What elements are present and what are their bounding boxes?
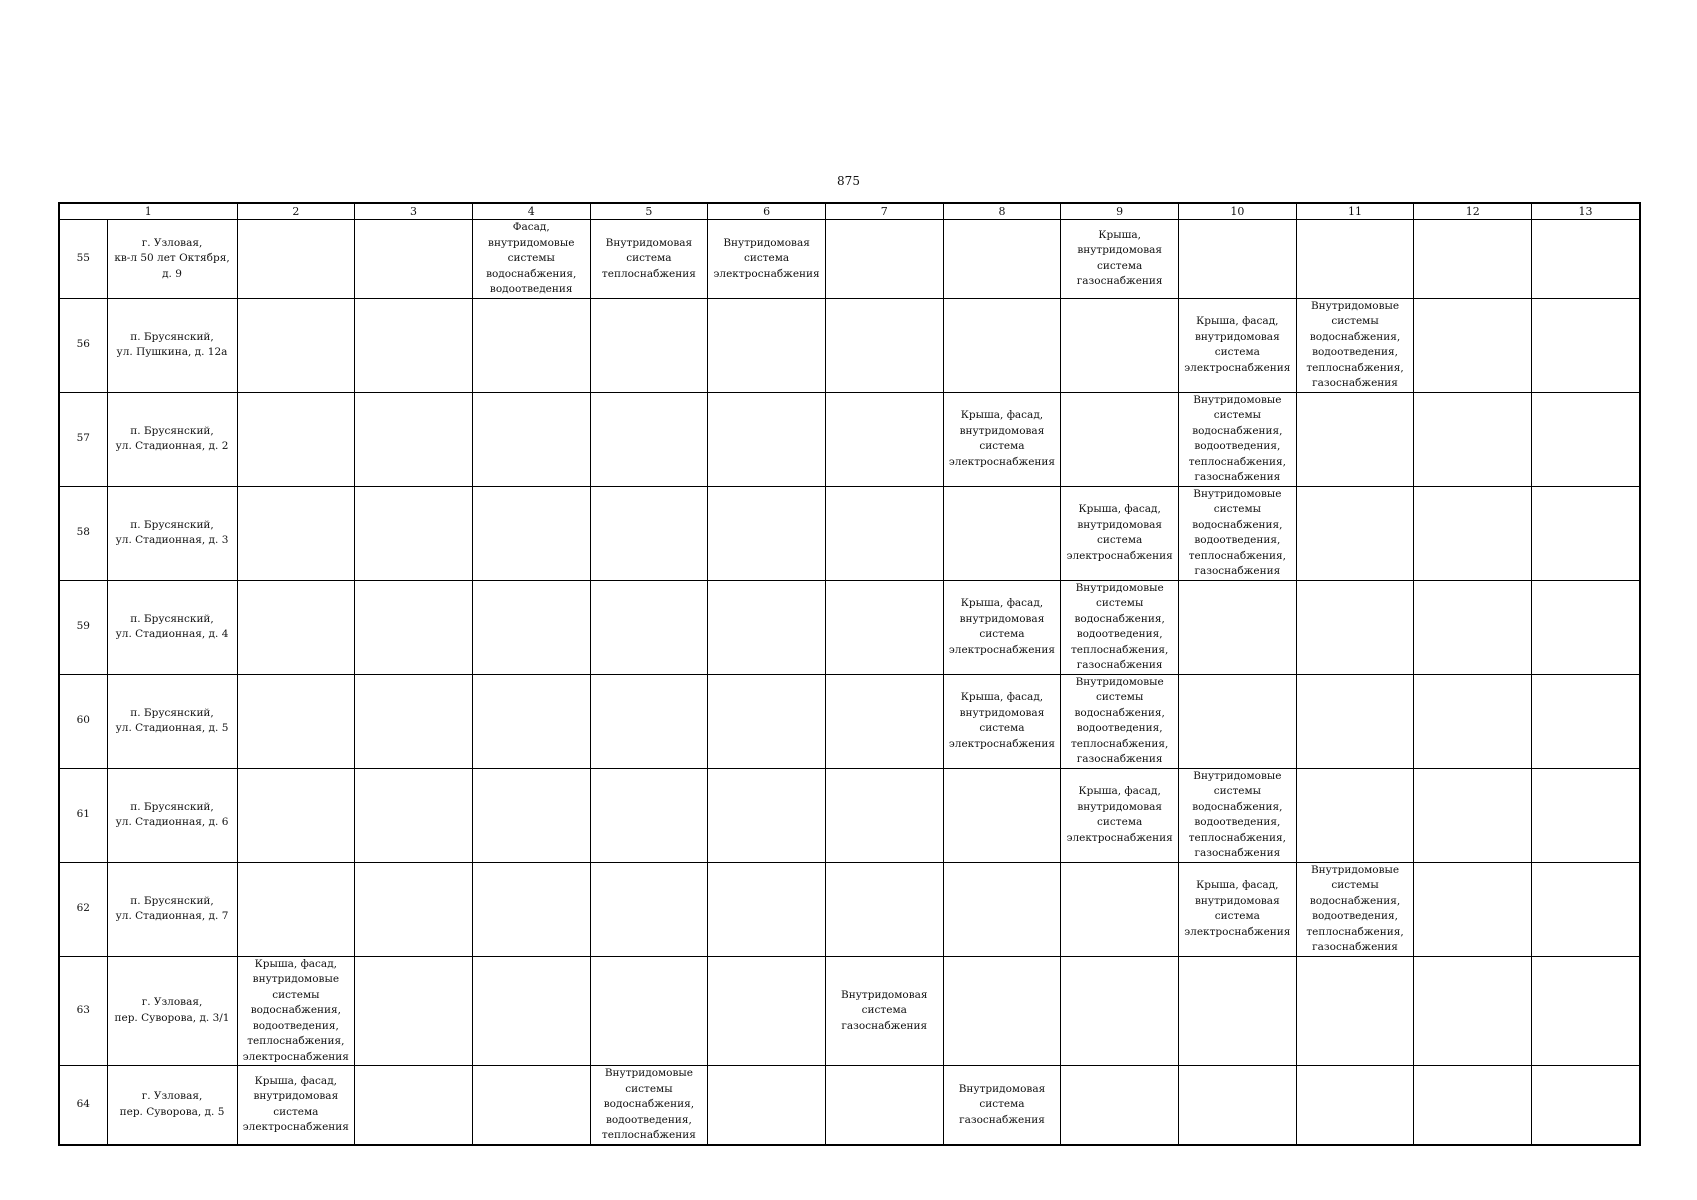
table-row bbox=[59, 862, 1640, 956]
work-text-line: водоснабжения, bbox=[486, 267, 577, 280]
page-number: 875 bbox=[837, 174, 860, 188]
row-number: 63 bbox=[59, 956, 107, 1066]
column-number-3: 3 bbox=[355, 203, 473, 220]
work-text-line: водоснабжения, bbox=[1192, 518, 1283, 531]
table-row bbox=[59, 1066, 1640, 1145]
work-cell-col-6 bbox=[708, 1066, 826, 1145]
work-cell-col-3 bbox=[355, 220, 473, 299]
column-number-5: 5 bbox=[590, 203, 708, 220]
column-number-2: 2 bbox=[237, 203, 355, 220]
work-text-line: электроснабжения bbox=[1184, 925, 1291, 938]
address-cell bbox=[107, 220, 237, 299]
address-line: ул. Пушкина, д. 12а bbox=[116, 346, 228, 358]
column-number-9: 9 bbox=[1061, 203, 1179, 220]
work-cell-col-12 bbox=[1414, 1066, 1532, 1145]
work-text-line: система bbox=[273, 1105, 319, 1118]
work-cell-col-5 bbox=[590, 1066, 708, 1145]
address-cell bbox=[107, 1066, 237, 1145]
work-text-line: системы bbox=[1331, 315, 1379, 327]
address-cell bbox=[107, 392, 237, 486]
work-cell-col-5 bbox=[590, 862, 708, 956]
work-text-line: водоснабжения, bbox=[603, 1098, 695, 1110]
work-text-line: Внутридомовая bbox=[958, 1082, 1046, 1095]
work-text-line: Внутридомовая bbox=[605, 236, 693, 249]
work-text-line: электроснабжения bbox=[948, 643, 1056, 656]
work-text-line: газоснабжения bbox=[959, 1113, 1045, 1126]
work-cell-col-9 bbox=[1061, 298, 1179, 392]
works-table bbox=[58, 202, 1641, 1146]
work-text-line: теплоснабжения, bbox=[1188, 549, 1286, 562]
work-text-line: теплоснабжения bbox=[601, 267, 696, 280]
work-text-line: система bbox=[743, 252, 790, 264]
work-text-line: Внутридомовые bbox=[1310, 299, 1400, 312]
work-cell-col-3 bbox=[355, 298, 473, 392]
work-text-line: системы bbox=[272, 988, 320, 1001]
work-cell-col-10 bbox=[1179, 580, 1297, 674]
work-text-line: газоснабжения bbox=[841, 1019, 928, 1032]
work-text-line: электроснабжения bbox=[713, 267, 820, 280]
row-number: 61 bbox=[59, 768, 107, 862]
work-text-line: теплоснабжения, bbox=[1071, 643, 1169, 656]
work-text-line: электроснабжения bbox=[948, 455, 1056, 468]
work-cell-col-2 bbox=[237, 392, 355, 486]
work-text-line: внутридомовые bbox=[488, 236, 575, 249]
work-text-line: внутридомовые bbox=[252, 973, 340, 985]
work-text-line: система bbox=[979, 628, 1025, 640]
address-line: ул. Стадионная, д. 2 bbox=[115, 440, 229, 452]
work-cell-col-7 bbox=[825, 580, 943, 674]
address-line: п. Брусянский, bbox=[130, 800, 214, 813]
address-line: п. Брусянский, bbox=[130, 424, 214, 437]
work-cell-col-11 bbox=[1296, 220, 1414, 299]
work-text-line: водоотведения, bbox=[1076, 628, 1163, 640]
work-cell-col-12 bbox=[1414, 220, 1532, 299]
work-cell-col-2 bbox=[237, 298, 355, 392]
address-cell bbox=[107, 768, 237, 862]
work-text-line: водоотведения, bbox=[1194, 440, 1281, 452]
work-text-line: система bbox=[1214, 346, 1260, 358]
work-text-line: газоснабжения bbox=[1076, 275, 1163, 288]
work-text-line: Внутридомовые bbox=[1193, 769, 1282, 782]
work-text-line: внутридомовая bbox=[959, 424, 1045, 437]
work-text-line: водоснабжения, bbox=[1192, 424, 1283, 437]
work-cell-col-9 bbox=[1061, 768, 1179, 862]
work-cell-col-8 bbox=[943, 768, 1061, 862]
work-cell-col-13 bbox=[1532, 220, 1640, 299]
work-text-line: Крыша, фасад, bbox=[254, 957, 337, 970]
work-cell-col-12 bbox=[1414, 674, 1532, 768]
work-cell-col-6 bbox=[708, 674, 826, 768]
work-cell-col-4 bbox=[472, 1066, 590, 1145]
work-text-line: теплоснабжения, bbox=[1188, 831, 1286, 844]
work-cell-col-12 bbox=[1414, 862, 1532, 956]
work-cell-col-13 bbox=[1532, 674, 1640, 768]
address-line: п. Брусянский, bbox=[130, 894, 214, 907]
work-cell-col-6 bbox=[708, 298, 826, 392]
work-cell-col-10 bbox=[1179, 298, 1297, 392]
work-text-line: Фасад, bbox=[512, 221, 550, 233]
address-cell bbox=[107, 674, 237, 768]
work-text-line: внутридомовая bbox=[959, 612, 1045, 625]
work-cell-col-13 bbox=[1532, 956, 1640, 1066]
work-text-line: электроснабжения bbox=[242, 1121, 349, 1134]
work-cell-col-11 bbox=[1296, 768, 1414, 862]
work-text-line: система bbox=[1214, 910, 1260, 922]
work-text-line: Внутридомовые bbox=[604, 1067, 693, 1079]
work-cell-col-4 bbox=[472, 768, 590, 862]
work-cell-col-3 bbox=[355, 956, 473, 1066]
work-cell-col-5 bbox=[590, 220, 708, 299]
address-line: п. Брусянский, bbox=[130, 612, 214, 625]
work-cell-col-2 bbox=[237, 1066, 355, 1145]
work-text-line: водоотведения bbox=[489, 283, 573, 295]
work-cell-col-10 bbox=[1179, 392, 1297, 486]
work-text-line: водоотведения, bbox=[1194, 534, 1281, 546]
work-cell-col-6 bbox=[708, 486, 826, 580]
work-text-line: водоснабжения, bbox=[250, 1004, 341, 1016]
work-text-line: внутридомовая bbox=[253, 1090, 339, 1103]
address-line: д. 9 bbox=[162, 267, 182, 280]
work-cell-col-2 bbox=[237, 956, 355, 1066]
column-number-10: 10 bbox=[1179, 203, 1297, 220]
work-cell-col-9 bbox=[1061, 956, 1179, 1066]
column-number-7: 7 bbox=[825, 203, 943, 220]
work-text-line: внутридомовая bbox=[1077, 518, 1162, 531]
work-text-line: водоотведения, bbox=[605, 1113, 692, 1126]
work-text-line: Крыша, фасад, bbox=[254, 1074, 337, 1087]
work-cell-col-12 bbox=[1414, 486, 1532, 580]
work-text-line: электроснабжения bbox=[1066, 549, 1173, 562]
work-cell-col-11 bbox=[1296, 298, 1414, 392]
work-text-line: водоотведения, bbox=[1312, 910, 1398, 922]
table-row bbox=[59, 956, 1640, 1066]
work-cell-col-5 bbox=[590, 392, 708, 486]
work-cell-col-11 bbox=[1296, 1066, 1414, 1145]
work-cell-col-12 bbox=[1414, 392, 1532, 486]
work-cell-col-9 bbox=[1061, 674, 1179, 768]
work-cell-col-13 bbox=[1532, 1066, 1640, 1145]
work-cell-col-5 bbox=[590, 298, 708, 392]
work-cell-col-3 bbox=[355, 1066, 473, 1145]
work-cell-col-2 bbox=[237, 220, 355, 299]
work-cell-col-8 bbox=[943, 580, 1061, 674]
address-line: пер. Суворова, д. 5 bbox=[119, 1105, 225, 1118]
work-cell-col-11 bbox=[1296, 862, 1414, 956]
work-cell-col-7 bbox=[825, 1066, 943, 1145]
address-line: г. Узловая, bbox=[141, 236, 203, 249]
work-cell-col-9 bbox=[1061, 1066, 1179, 1145]
work-cell-col-10 bbox=[1179, 486, 1297, 580]
work-cell-col-4 bbox=[472, 580, 590, 674]
work-cell-col-8 bbox=[943, 392, 1061, 486]
work-text-line: теплоснабжения, bbox=[1306, 925, 1404, 938]
work-text-line: водоснабжения, bbox=[1074, 706, 1165, 719]
work-text-line: газоснабжения bbox=[1194, 565, 1281, 577]
work-cell-col-2 bbox=[237, 862, 355, 956]
row-number: 64 bbox=[59, 1066, 107, 1145]
work-text-line: системы bbox=[507, 252, 555, 264]
address-line: г. Узловая, bbox=[141, 996, 203, 1009]
column-number-13: 13 bbox=[1532, 203, 1640, 220]
work-cell-col-9 bbox=[1061, 862, 1179, 956]
work-text-line: системы bbox=[1331, 879, 1379, 891]
work-cell-col-2 bbox=[237, 486, 355, 580]
work-cell-col-3 bbox=[355, 486, 473, 580]
column-number-12: 12 bbox=[1414, 203, 1532, 220]
work-cell-col-7 bbox=[825, 768, 943, 862]
work-cell-col-13 bbox=[1532, 486, 1640, 580]
row-number: 55 bbox=[59, 220, 107, 299]
work-text-line: система bbox=[1097, 534, 1143, 546]
work-text-line: внутридомовая bbox=[959, 706, 1045, 719]
work-text-line: газоснабжения bbox=[1076, 659, 1163, 671]
table-row bbox=[59, 674, 1640, 768]
work-text-line: Внутридомовые bbox=[1075, 675, 1164, 688]
work-text-line: системы bbox=[1213, 409, 1261, 421]
work-cell-col-13 bbox=[1532, 580, 1640, 674]
work-cell-col-11 bbox=[1296, 956, 1414, 1066]
work-cell-col-10 bbox=[1179, 1066, 1297, 1145]
work-cell-col-8 bbox=[943, 220, 1061, 299]
address-line: пер. Суворова, д. 3/1 bbox=[114, 1011, 230, 1024]
work-cell-col-7 bbox=[825, 956, 943, 1066]
work-cell-col-5 bbox=[590, 768, 708, 862]
work-cell-col-11 bbox=[1296, 486, 1414, 580]
address-line: п. Брусянский, bbox=[130, 330, 214, 343]
work-text-line: система bbox=[979, 440, 1025, 452]
table-row bbox=[59, 220, 1640, 299]
work-cell-col-2 bbox=[237, 580, 355, 674]
work-cell-col-5 bbox=[590, 956, 708, 1066]
work-text-line: водоотведения, bbox=[1076, 722, 1163, 734]
work-cell-col-7 bbox=[825, 298, 943, 392]
work-cell-col-8 bbox=[943, 298, 1061, 392]
work-text-line: системы bbox=[1096, 597, 1144, 609]
address-cell bbox=[107, 956, 237, 1066]
work-cell-col-10 bbox=[1179, 220, 1297, 299]
work-text-line: водоснабжения, bbox=[1074, 612, 1165, 625]
work-cell-col-6 bbox=[708, 580, 826, 674]
row-number: 62 bbox=[59, 862, 107, 956]
work-cell-col-13 bbox=[1532, 298, 1640, 392]
work-cell-col-8 bbox=[943, 862, 1061, 956]
work-text-line: электроснабжения bbox=[242, 1050, 349, 1063]
work-text-line: газоснабжения bbox=[1312, 941, 1398, 953]
work-cell-col-7 bbox=[825, 220, 943, 299]
work-text-line: теплоснабжения, bbox=[247, 1035, 345, 1047]
work-text-line: системы bbox=[1213, 785, 1261, 797]
work-cell-col-7 bbox=[825, 486, 943, 580]
work-text-line: водоснабжения, bbox=[1309, 894, 1401, 907]
table-row bbox=[59, 486, 1640, 580]
column-number-4: 4 bbox=[472, 203, 590, 220]
work-text-line: водоснабжения, bbox=[1192, 800, 1283, 813]
work-cell-col-3 bbox=[355, 674, 473, 768]
address-line: п. Брусянский, bbox=[130, 518, 214, 531]
address-line: кв-л 50 лет Октября, bbox=[114, 252, 230, 264]
work-text-line: газоснабжения bbox=[1194, 847, 1281, 859]
work-text-line: газоснабжения bbox=[1194, 471, 1281, 483]
address-line: г. Узловая, bbox=[141, 1090, 203, 1103]
work-cell-col-4 bbox=[472, 674, 590, 768]
work-text-line: внутридомовая bbox=[1077, 244, 1162, 257]
work-cell-col-8 bbox=[943, 486, 1061, 580]
work-cell-col-5 bbox=[590, 580, 708, 674]
work-cell-col-11 bbox=[1296, 580, 1414, 674]
column-number-6: 6 bbox=[708, 203, 826, 220]
column-number-1: 1 bbox=[59, 203, 237, 220]
work-cell-col-11 bbox=[1296, 392, 1414, 486]
work-cell-col-8 bbox=[943, 956, 1061, 1066]
work-text-line: Крыша, фасад, bbox=[960, 409, 1044, 421]
work-cell-col-10 bbox=[1179, 674, 1297, 768]
work-cell-col-5 bbox=[590, 674, 708, 768]
work-text-line: система bbox=[979, 1098, 1025, 1110]
work-cell-col-12 bbox=[1414, 298, 1532, 392]
work-text-line: системы bbox=[625, 1082, 673, 1095]
work-text-line: водоотведения, bbox=[1312, 346, 1398, 358]
work-cell-col-9 bbox=[1061, 392, 1179, 486]
work-cell-col-4 bbox=[472, 956, 590, 1066]
work-cell-col-7 bbox=[825, 392, 943, 486]
work-text-line: система bbox=[861, 1004, 907, 1016]
work-text-line: система bbox=[1097, 816, 1143, 828]
work-cell-col-11 bbox=[1296, 674, 1414, 768]
work-text-line: системы bbox=[1213, 503, 1261, 515]
work-text-line: Крыша, фасад, bbox=[1196, 879, 1279, 891]
work-cell-col-4 bbox=[472, 862, 590, 956]
address-cell bbox=[107, 862, 237, 956]
work-text-line: система bbox=[1097, 259, 1143, 272]
row-number: 59 bbox=[59, 580, 107, 674]
work-cell-col-2 bbox=[237, 674, 355, 768]
work-cell-col-3 bbox=[355, 768, 473, 862]
column-number-11: 11 bbox=[1296, 203, 1414, 220]
work-text-line: Внутридомовые bbox=[1310, 863, 1400, 876]
work-cell-col-9 bbox=[1061, 486, 1179, 580]
work-text-line: теплоснабжения, bbox=[1188, 455, 1286, 468]
work-text-line: система bbox=[626, 252, 672, 264]
work-cell-col-12 bbox=[1414, 768, 1532, 862]
work-text-line: внутридомовая bbox=[1077, 800, 1162, 813]
work-cell-col-9 bbox=[1061, 580, 1179, 674]
work-cell-col-12 bbox=[1414, 956, 1532, 1066]
work-cell-col-3 bbox=[355, 862, 473, 956]
work-cell-col-6 bbox=[708, 956, 826, 1066]
work-text-line: системы bbox=[1096, 691, 1144, 703]
work-text-line: электроснабжения bbox=[1184, 361, 1291, 374]
work-text-line: Крыша, фасад, bbox=[1078, 503, 1161, 515]
address-line: ул. Стадионная, д. 4 bbox=[115, 628, 229, 640]
work-text-line: газоснабжения bbox=[1076, 753, 1163, 765]
address-cell bbox=[107, 298, 237, 392]
table-row bbox=[59, 580, 1640, 674]
work-cell-col-6 bbox=[708, 862, 826, 956]
work-cell-col-8 bbox=[943, 674, 1061, 768]
work-cell-col-13 bbox=[1532, 862, 1640, 956]
work-cell-col-5 bbox=[590, 486, 708, 580]
work-cell-col-3 bbox=[355, 580, 473, 674]
work-cell-col-6 bbox=[708, 768, 826, 862]
work-cell-col-6 bbox=[708, 220, 826, 299]
address-cell bbox=[107, 486, 237, 580]
address-line: ул. Стадионная, д. 7 bbox=[115, 910, 229, 922]
address-cell bbox=[107, 580, 237, 674]
address-line: ул. Стадионная, д. 6 bbox=[115, 816, 229, 828]
work-text-line: теплоснабжения bbox=[601, 1129, 696, 1141]
work-cell-col-4 bbox=[472, 220, 590, 299]
work-cell-col-12 bbox=[1414, 580, 1532, 674]
work-text-line: Крыша, фасад, bbox=[1078, 785, 1161, 797]
work-text-line: Внутридомовые bbox=[1193, 393, 1282, 406]
work-cell-col-13 bbox=[1532, 392, 1640, 486]
work-cell-col-7 bbox=[825, 862, 943, 956]
table-row bbox=[59, 298, 1640, 392]
table-row bbox=[59, 768, 1640, 862]
work-cell-col-6 bbox=[708, 392, 826, 486]
address-line: ул. Стадионная, д. 3 bbox=[115, 534, 229, 546]
work-text-line: электроснабжения bbox=[1066, 831, 1173, 844]
work-cell-col-4 bbox=[472, 392, 590, 486]
work-text-line: внутридомовая bbox=[1195, 894, 1280, 907]
work-text-line: Внутридомовые bbox=[1193, 487, 1282, 500]
work-cell-col-2 bbox=[237, 768, 355, 862]
work-text-line: Внутридомовая bbox=[723, 236, 810, 249]
work-cell-col-10 bbox=[1179, 768, 1297, 862]
row-number: 56 bbox=[59, 298, 107, 392]
work-text-line: Крыша, фасад, bbox=[1196, 315, 1279, 327]
work-cell-col-8 bbox=[943, 1066, 1061, 1145]
work-text-line: система bbox=[979, 722, 1025, 734]
work-text-line: Внутридомовая bbox=[841, 988, 928, 1001]
work-text-line: теплоснабжения, bbox=[1071, 737, 1169, 750]
work-text-line: водоотведения, bbox=[1194, 816, 1281, 828]
header-row bbox=[59, 203, 1640, 220]
work-text-line: водоснабжения, bbox=[1309, 330, 1401, 343]
row-number: 60 bbox=[59, 674, 107, 768]
row-number: 57 bbox=[59, 392, 107, 486]
work-text-line: Крыша, bbox=[1098, 228, 1141, 241]
work-text-line: Внутридомовые bbox=[1075, 581, 1164, 594]
work-text-line: Крыша, фасад, bbox=[960, 691, 1044, 703]
work-text-line: Крыша, фасад, bbox=[960, 597, 1044, 609]
work-text-line: водоотведения, bbox=[252, 1019, 339, 1032]
work-cell-col-7 bbox=[825, 674, 943, 768]
row-number: 58 bbox=[59, 486, 107, 580]
work-text-line: внутридомовая bbox=[1195, 330, 1280, 343]
work-cell-col-4 bbox=[472, 486, 590, 580]
column-number-8: 8 bbox=[943, 203, 1061, 220]
work-cell-col-3 bbox=[355, 392, 473, 486]
work-text-line: теплоснабжения, bbox=[1306, 361, 1404, 374]
work-cell-col-13 bbox=[1532, 768, 1640, 862]
work-text-line: электроснабжения bbox=[948, 737, 1056, 750]
work-cell-col-4 bbox=[472, 298, 590, 392]
address-line: ул. Стадионная, д. 5 bbox=[115, 722, 229, 734]
table-row bbox=[59, 392, 1640, 486]
work-text-line: газоснабжения bbox=[1312, 377, 1398, 389]
address-line: п. Брусянский, bbox=[130, 706, 214, 719]
work-cell-col-9 bbox=[1061, 220, 1179, 299]
work-cell-col-10 bbox=[1179, 862, 1297, 956]
work-cell-col-10 bbox=[1179, 956, 1297, 1066]
